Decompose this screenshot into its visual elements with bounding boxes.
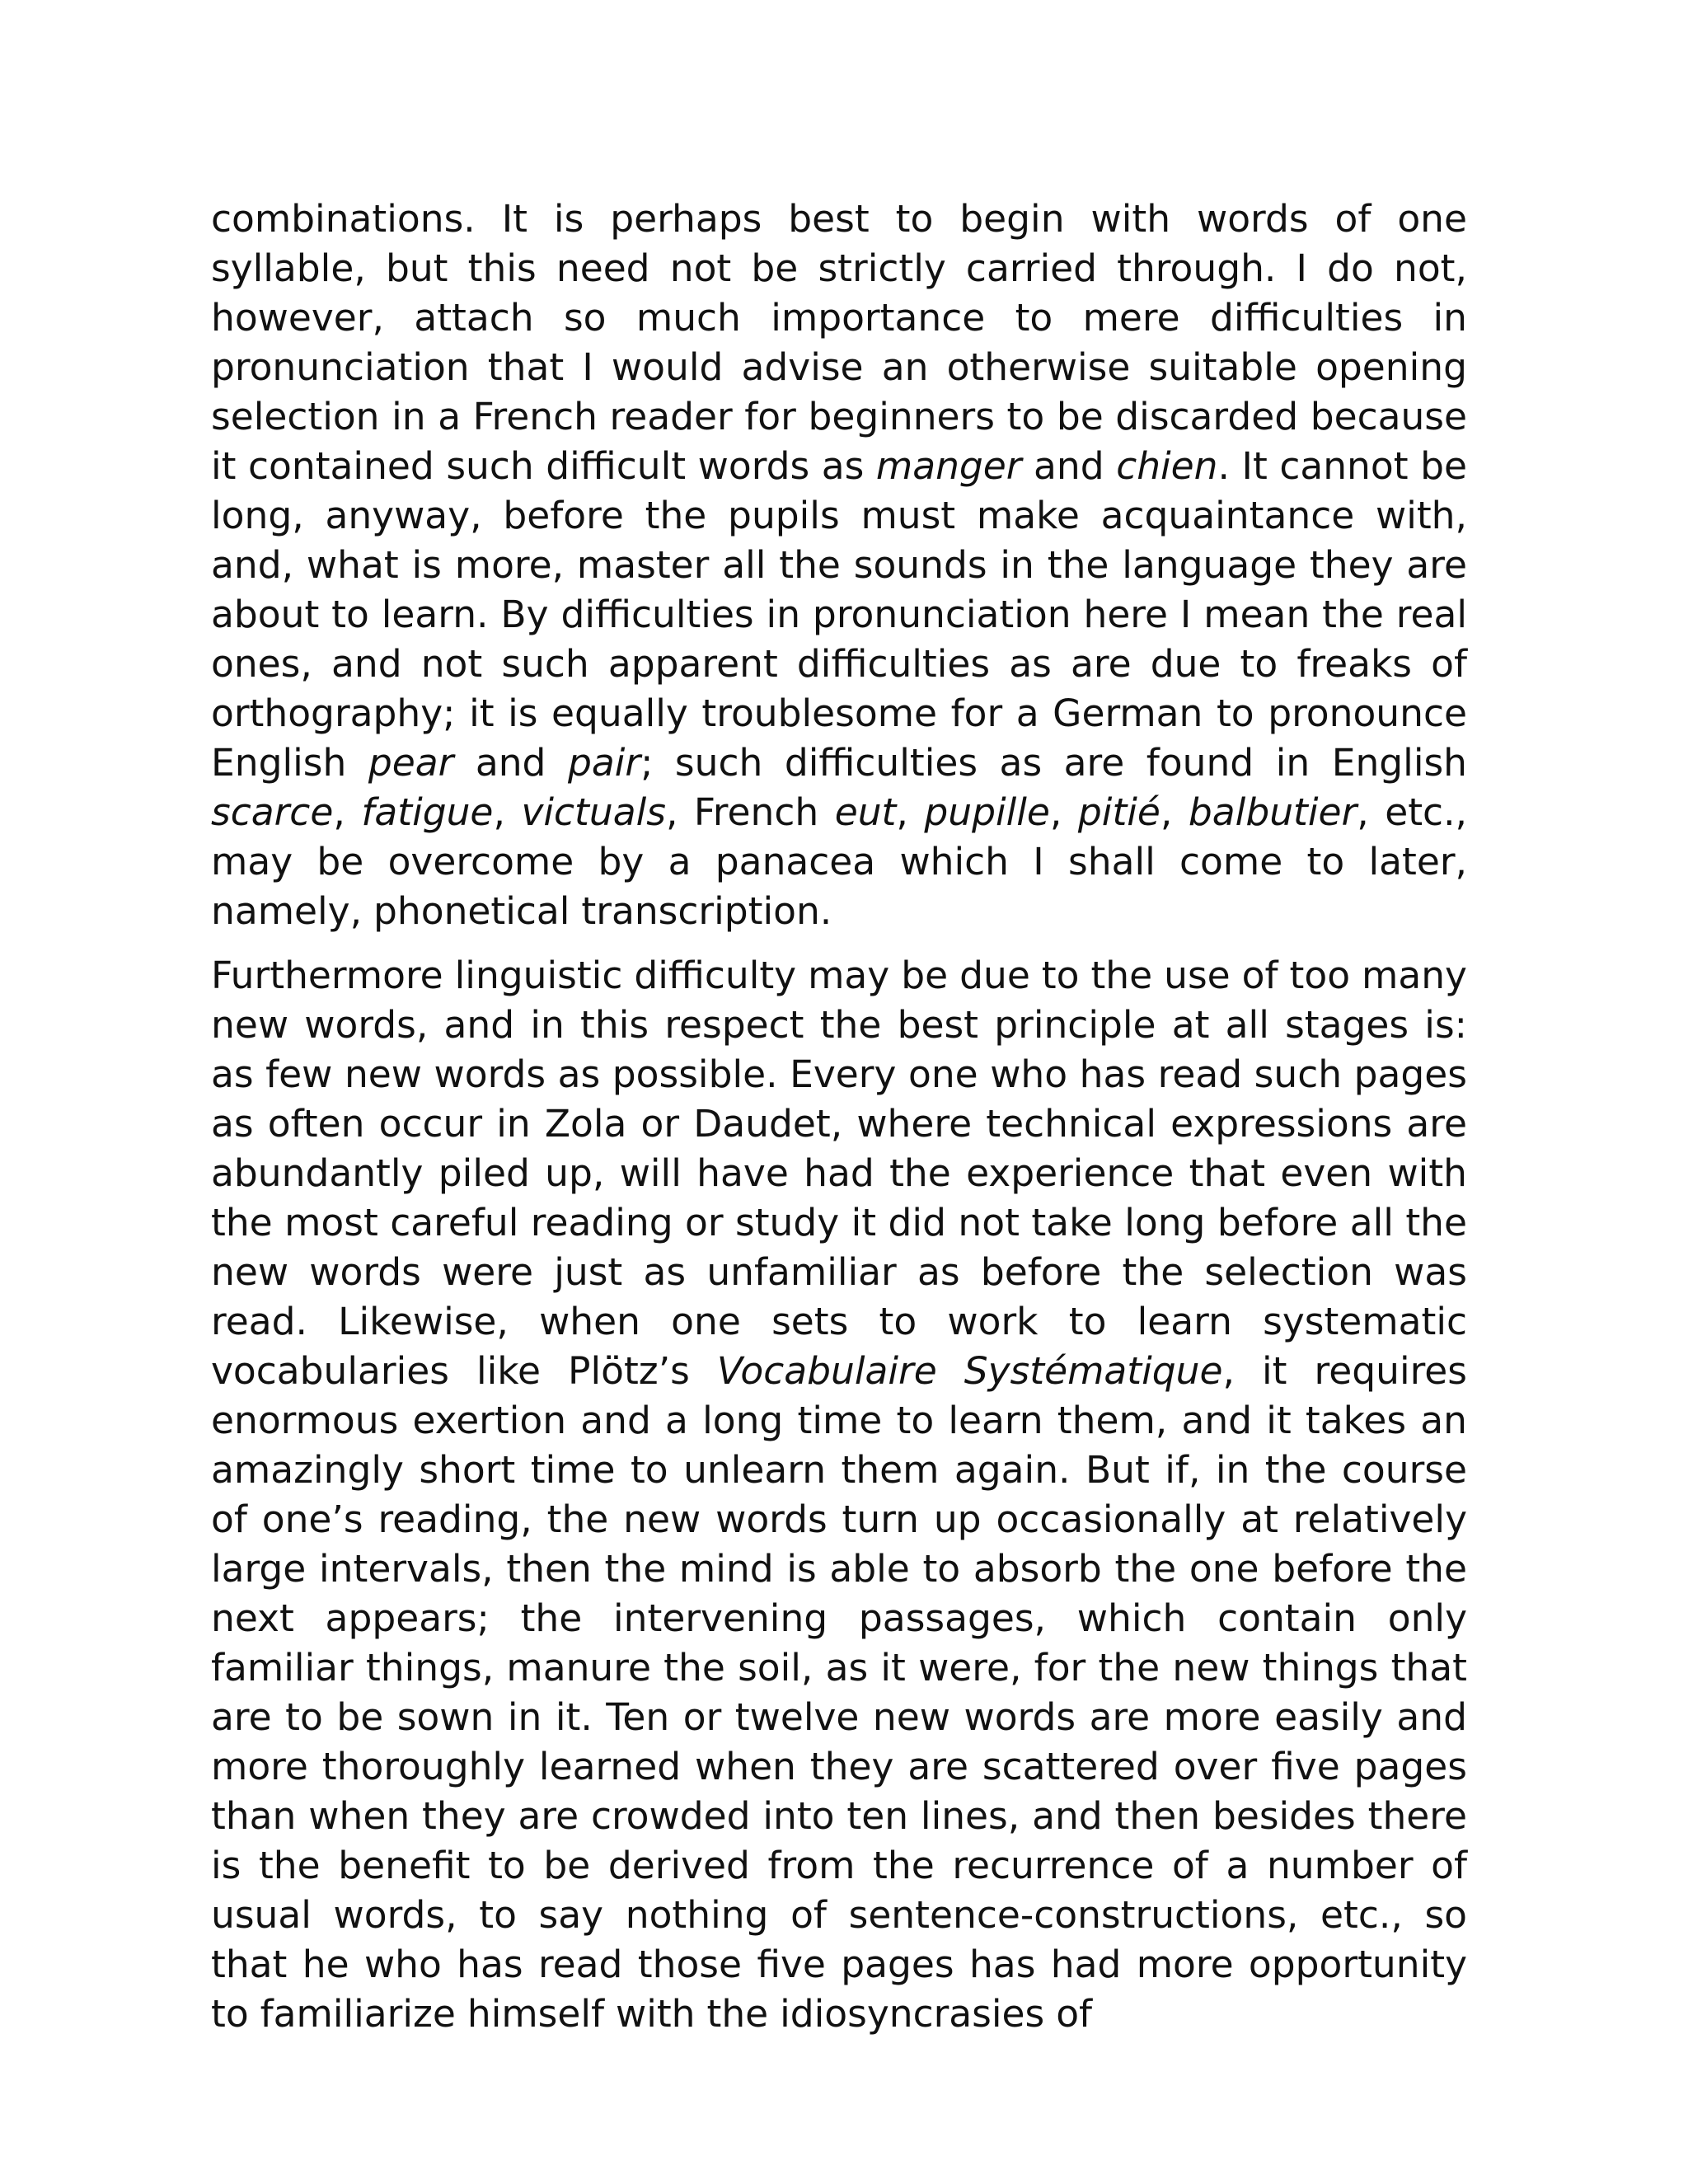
page-body <box>211 194 1467 2039</box>
italic-word: pear <box>368 741 454 785</box>
text-run: , it requires enormous exertion and a long time to learn them, and it takes an amazingly short time to unlearn them again. But if, in the course of one’s reading, the new words turn up occasionally at relatively large intervals, then the mind is able to absorb the one before the next appears; the intervening passages, which contain only familiar things, manure the soil, as it were, for the new things that are to be sown in it. Ten or twelve new words are more easily and more thoroughly learned when they are scattered over five pages than when they are crowded into ten lines, and then besides there is the benefit to be derived from the recurrence of a number of usual words, to say nothing of sentence-constructions, etc., so that he who has read those five pages has had more opportunity to familiarize himself with the idiosyncrasies of <box>211 1349 1467 2036</box>
italic-word: balbutier <box>1188 790 1357 834</box>
text-run: , <box>493 790 522 834</box>
text-run: combinations. It is perhaps best to begin with words of one syllable, but this need not be strictly carried through. I do not, however, attach so much importance to mere difficulties in pronunciation that I would advise an otherwise suitable opening selection in a French reader for beginners to be discarded because it contained such difficult words as <box>211 197 1467 488</box>
text-run: , <box>896 790 925 834</box>
paragraph-1 <box>211 194 1467 936</box>
text-run: , etc., may be overcome by a panacea which I shall come to later, namely, phonetical transcription. <box>211 790 1467 933</box>
text-run: Furthermore linguistic difficulty may be due to the use of too many new words, and in this respect the best principle at all stages is: as few new words as possible. Every one who has read such pages as often occur in Zola or Daudet, where technical expressions are abundantly piled up, will have had the experience that even with the most careful reading or study it did not take long before all the new words were just as unfamiliar as before the selection was read. Likewise, when one sets to work to learn systematic vocabularies like Plötz’s <box>211 954 1467 1393</box>
text-run: , <box>333 790 362 834</box>
italic-word: fatigue <box>361 790 494 834</box>
text-run: , <box>1049 790 1078 834</box>
text-run: . It cannot be long, anyway, before the pupils must make acquaintance with, and, what is more, master all the sounds in the language they are about to learn. By difficulties in pronunciation here I mean the real ones, and not such apparent difficulties as are due to freaks of orthography; it is equally troublesome for a German to pronounce English <box>211 444 1467 785</box>
italic-word: manger <box>875 444 1022 488</box>
text-run: ; such difficulties as are found in English <box>640 741 1468 785</box>
italic-word: chien <box>1116 444 1218 488</box>
italic-word: pair <box>567 741 641 785</box>
paragraph-2 <box>211 951 1467 2039</box>
italic-word: eut <box>834 790 897 834</box>
text-run: and <box>1021 444 1117 488</box>
text-run: , <box>1160 790 1189 834</box>
italic-title: Vocabulaire Systématique <box>716 1349 1223 1393</box>
text-run: and <box>453 741 568 785</box>
text-run: , French <box>665 790 835 834</box>
italic-word: pupille <box>924 790 1050 834</box>
italic-word: victuals <box>521 790 666 834</box>
italic-word: pitié <box>1077 790 1160 834</box>
italic-word: scarce <box>211 790 334 834</box>
